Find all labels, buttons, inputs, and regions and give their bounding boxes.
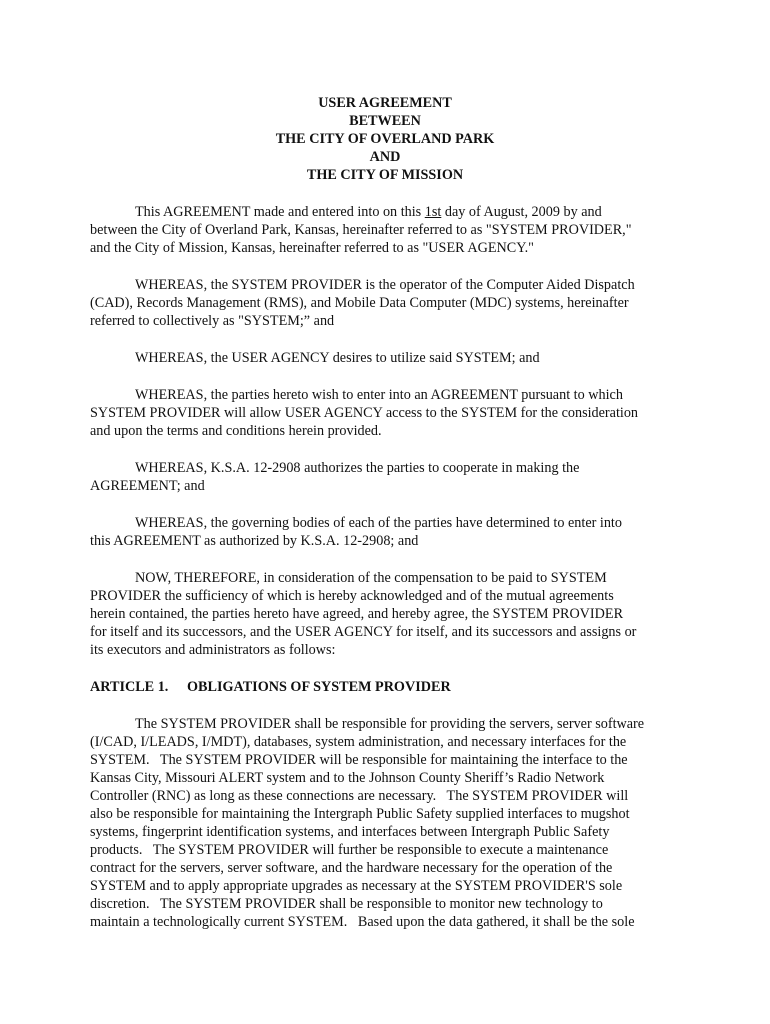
text-line: PROVIDER the sufficiency of which is hereby acknowledged and of the mutual agreements: [90, 588, 614, 604]
text-line: WHEREAS, the SYSTEM PROVIDER is the operator of the Computer Aided Dispatch: [135, 277, 635, 293]
text-span: day of August, 2009 by and: [441, 204, 602, 220]
text-line: Kansas City, Missouri ALERT system and to the Johnson County Sheriff’s Radio Network: [90, 770, 605, 786]
text-line: SYSTEM. The SYSTEM PROVIDER will be responsible for maintaining the interface to the: [90, 752, 628, 768]
paragraph-whereas-governing: [90, 514, 678, 550]
text-line: The SYSTEM PROVIDER shall be responsible for providing the servers, server software: [135, 716, 645, 732]
text-line: also be responsible for maintaining the Intergraph Public Safety supplied interfaces to mugshot: [90, 806, 630, 822]
text-line: referred to collectively as "SYSTEM;” and: [90, 313, 335, 329]
text-line: SYSTEM PROVIDER will allow USER AGENCY access to the SYSTEM for the consideration: [90, 405, 639, 421]
text-span: This AGREEMENT made and entered into on this: [135, 204, 425, 220]
paragraph-article-1: [90, 715, 678, 931]
text-line: this AGREEMENT as authorized by K.S.A. 12-2908; and: [90, 533, 419, 549]
paragraph-whereas-ksa: [90, 459, 678, 495]
article-title: OBLIGATIONS OF SYSTEM PROVIDER: [187, 679, 451, 695]
text-line: [90, 203, 678, 221]
document-title: [0, 94, 770, 184]
text-line: WHEREAS, K.S.A. 12-2908 authorizes the parties to cooperate in making the: [135, 460, 580, 476]
text-line: and upon the terms and conditions herein provided.: [90, 423, 382, 439]
text-line: NOW, THEREFORE, in consideration of the compensation to be paid to SYSTEM: [135, 570, 607, 586]
paragraph-preamble: [90, 203, 678, 257]
title-line-2: BETWEEN: [349, 113, 421, 129]
title-line-1: USER AGREEMENT: [318, 95, 452, 111]
text-line: SYSTEM and to apply appropriate upgrades as necessary at the SYSTEM PROVIDER'S sole: [90, 878, 623, 894]
text-line: and the City of Mission, Kansas, hereinafter referred to as "USER AGENCY.": [90, 240, 534, 256]
title-line-3: THE CITY OF OVERLAND PARK: [275, 131, 495, 147]
title-line-5: THE CITY OF MISSION: [306, 167, 464, 183]
text-line: products. The SYSTEM PROVIDER will further be responsible to execute a maintenance: [90, 842, 609, 858]
paragraph-now-therefore: [90, 569, 678, 659]
text-line: WHEREAS, the parties hereto wish to enter into an AGREEMENT pursuant to which: [135, 387, 623, 403]
agreement-day: 1st: [424, 204, 442, 220]
text-line: AGREEMENT; and: [90, 478, 205, 494]
text-line: for itself and its successors, and the USER AGENCY for itself, and its successors and assigns or: [90, 624, 637, 640]
text-line: its executors and administrators as follows:: [90, 642, 336, 658]
article-heading: [90, 678, 678, 696]
text-line: between the City of Overland Park, Kansas, hereinafter referred to as "SYSTEM PROVIDER,": [90, 222, 632, 238]
text-line: Controller (RNC) as long as these connections are necessary. The SYSTEM PROVIDER will: [90, 788, 629, 804]
text-line: (I/CAD, I/LEADS, I/MDT), databases, system administration, and necessary interfaces for the: [90, 734, 627, 750]
text-line: (CAD), Records Management (RMS), and Mobile Data Computer (MDC) systems, hereinafter: [90, 295, 629, 311]
document-body: [90, 203, 678, 931]
text-line: discretion. The SYSTEM PROVIDER shall be responsible to monitor new technology to: [90, 896, 603, 912]
text-line: WHEREAS, the USER AGENCY desires to utilize said SYSTEM; and: [135, 350, 540, 366]
text-line: systems, fingerprint identification systems, and interfaces between Intergraph Public Safety: [90, 824, 610, 840]
text-line: contract for the servers, server software, and the hardware necessary for the operation of the: [90, 860, 613, 876]
paragraph-whereas-operator: [90, 276, 678, 330]
paragraph-whereas-access: [90, 386, 678, 440]
text-line: WHEREAS, the governing bodies of each of the parties have determined to enter into: [135, 515, 622, 531]
paragraph-whereas-utilize: [90, 349, 678, 367]
title-line-4: AND: [369, 149, 401, 165]
text-line: herein contained, the parties hereto have agreed, and hereby agree, the SYSTEM PROVIDER: [90, 606, 624, 622]
text-line: maintain a technologically current SYSTEM. Based upon the data gathered, it shall be the sole: [90, 914, 635, 930]
article-number: ARTICLE 1.: [90, 679, 169, 695]
